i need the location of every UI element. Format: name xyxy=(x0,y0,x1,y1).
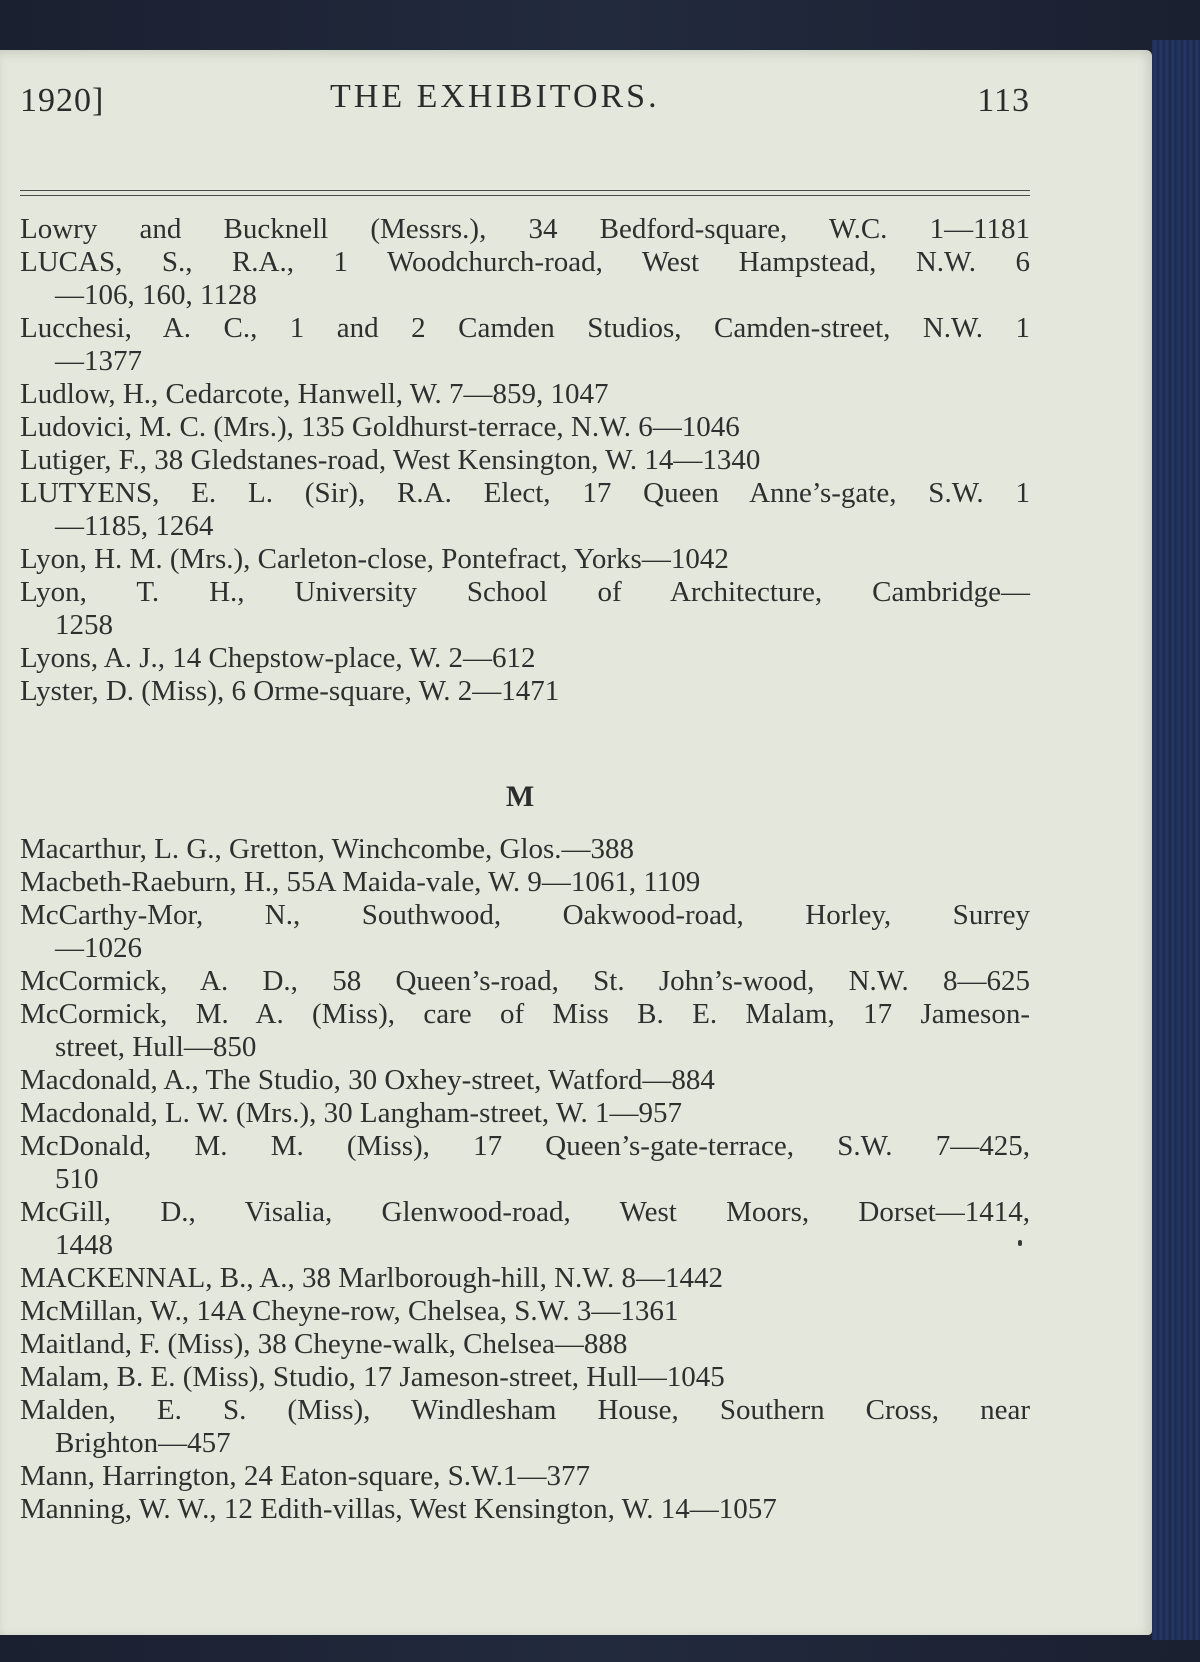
running-header xyxy=(20,78,1030,132)
exhibitor-entry xyxy=(20,899,1030,965)
exhibitor-entry xyxy=(20,213,1030,246)
entry-line: Lutiger, F., 38 Gledstanes-road, West Kensington, W. 14—1340 xyxy=(20,444,761,476)
entry-line: Manning, W. W., 12 Edith-villas, West Kensington, W. 14—1057 xyxy=(20,1493,777,1525)
exhibitor-entry xyxy=(20,965,1030,998)
exhibitor-entry xyxy=(20,246,1030,312)
entry-continuation-line: street, Hull—850 xyxy=(55,1031,257,1063)
header-year: 1920] xyxy=(20,82,105,119)
exhibitor-entry xyxy=(20,543,1030,576)
exhibitor-entry xyxy=(20,1130,1030,1196)
entry-line: LUCAS, S., R.A., 1 Woodchurch-road, West Hampstead, N.W. 6 xyxy=(20,246,1030,278)
entry-line: McCormick, M. A. (Miss), care of Miss B. E. Malam, 17 Jameson- xyxy=(20,998,1030,1030)
exhibitor-entry xyxy=(20,1262,1030,1295)
entry-line: McDonald, M. M. (Miss), 17 Queen’s-gate-terrace, S.W. 7—425, xyxy=(20,1130,1030,1162)
exhibitor-list-l xyxy=(20,213,1030,708)
entry-line: Mann, Harrington, 24 Eaton-square, S.W.1—377 xyxy=(20,1460,590,1492)
exhibitor-entry xyxy=(20,866,1030,899)
header-rule-top xyxy=(20,190,1030,191)
exhibitor-entry xyxy=(20,378,1030,411)
exhibitor-list-m xyxy=(20,833,1030,1526)
exhibitor-entry xyxy=(20,1328,1030,1361)
entry-line: MACKENNAL, B., A., 38 Marlborough-hill, N.W. 8—1442 xyxy=(20,1262,723,1294)
page-number: 113 xyxy=(977,82,1030,119)
entry-line: Malam, B. E. (Miss), Studio, 17 Jameson-street, Hull—1045 xyxy=(20,1361,725,1393)
exhibitor-entry xyxy=(20,444,1030,477)
entry-line: Maitland, F. (Miss), 38 Cheyne-walk, Chelsea—888 xyxy=(20,1328,628,1360)
entry-continuation-line: 1258 xyxy=(55,609,113,641)
exhibitor-entry xyxy=(20,998,1030,1064)
exhibitor-entry xyxy=(20,1196,1030,1262)
entry-line: McGill, D., Visalia, Glenwood-road, West Moors, Dorset—1414, xyxy=(20,1196,1030,1228)
exhibitor-entry xyxy=(20,576,1030,642)
entry-continuation-line: 1448 xyxy=(55,1229,113,1261)
entry-line: Ludovici, M. C. (Mrs.), 135 Goldhurst-terrace, N.W. 6—1046 xyxy=(20,411,740,443)
entry-line: Lyon, H. M. (Mrs.), Carleton-close, Pontefract, Yorks—1042 xyxy=(20,543,729,575)
entry-line: Macdonald, L. W. (Mrs.), 30 Langham-street, W. 1—957 xyxy=(20,1097,683,1129)
exhibitor-entry xyxy=(20,675,1030,708)
exhibitor-entry xyxy=(20,1460,1030,1493)
exhibitor-entry xyxy=(20,642,1030,675)
entry-continuation-line: —1377 xyxy=(55,345,142,377)
entry-continuation-line: Brighton—457 xyxy=(55,1427,231,1459)
entry-line: Macdonald, A., The Studio, 30 Oxhey-street, Watford—884 xyxy=(20,1064,715,1096)
exhibitor-entry xyxy=(20,477,1030,543)
exhibitor-entry xyxy=(20,1361,1030,1394)
entry-line: McCarthy-Mor, N., Southwood, Oakwood-road, Horley, Surrey xyxy=(20,899,1030,931)
header-title: THE EXHIBITORS. xyxy=(330,78,660,115)
exhibitor-entry xyxy=(20,1394,1030,1460)
section-letter: M xyxy=(505,780,535,813)
exhibitor-entry xyxy=(20,1295,1030,1328)
entry-continuation-line: —1185, 1264 xyxy=(55,510,214,542)
entry-line: Lucchesi, A. C., 1 and 2 Camden Studios, Camden-street, N.W. 1 xyxy=(20,312,1030,344)
exhibitor-entry xyxy=(20,312,1030,378)
entry-line: Macarthur, L. G., Gretton, Winchcombe, Glos.—388 xyxy=(20,833,635,865)
exhibitor-entry xyxy=(20,1493,1030,1526)
entry-line: LUTYENS, E. L. (Sir), R.A. Elect, 17 Queen Anne’s-gate, S.W. 1 xyxy=(20,477,1030,509)
entry-line: Lyon, T. H., University School of Architecture, Cambridge— xyxy=(20,576,1030,608)
entry-line: Lyster, D. (Miss), 6 Orme-square, W. 2—1471 xyxy=(20,675,560,707)
entry-line: McMillan, W., 14A Cheyne-row, Chelsea, S.W. 3—1361 xyxy=(20,1295,679,1327)
book-spine xyxy=(1152,40,1200,1640)
entry-continuation-line: 510 xyxy=(55,1163,99,1195)
entry-line: Lyons, A. J., 14 Chepstow-place, W. 2—612 xyxy=(20,642,536,674)
exhibitor-entry xyxy=(20,833,1030,866)
exhibitor-entry xyxy=(20,1064,1030,1097)
entry-line: Macbeth-Raeburn, H., 55A Maida-vale, W. 9—1061, 1109 xyxy=(20,866,701,898)
entry-line: McCormick, A. D., 58 Queen’s-road, St. John’s-wood, N.W. 8—625 xyxy=(20,965,1030,997)
ink-speck xyxy=(1018,1240,1022,1246)
entry-continuation-line: —1026 xyxy=(55,932,142,964)
exhibitor-entry xyxy=(20,411,1030,444)
exhibitor-entry xyxy=(20,1097,1030,1130)
entry-line: Ludlow, H., Cedarcote, Hanwell, W. 7—859, 1047 xyxy=(20,378,609,410)
entry-line: Lowry and Bucknell (Messrs.), 34 Bedford-square, W.C. 1—1181 xyxy=(20,213,1030,245)
header-rule-bottom xyxy=(20,195,1030,196)
entry-line: Malden, E. S. (Miss), Windlesham House, Southern Cross, near xyxy=(20,1394,1030,1426)
entry-continuation-line: —106, 160, 1128 xyxy=(55,279,257,311)
